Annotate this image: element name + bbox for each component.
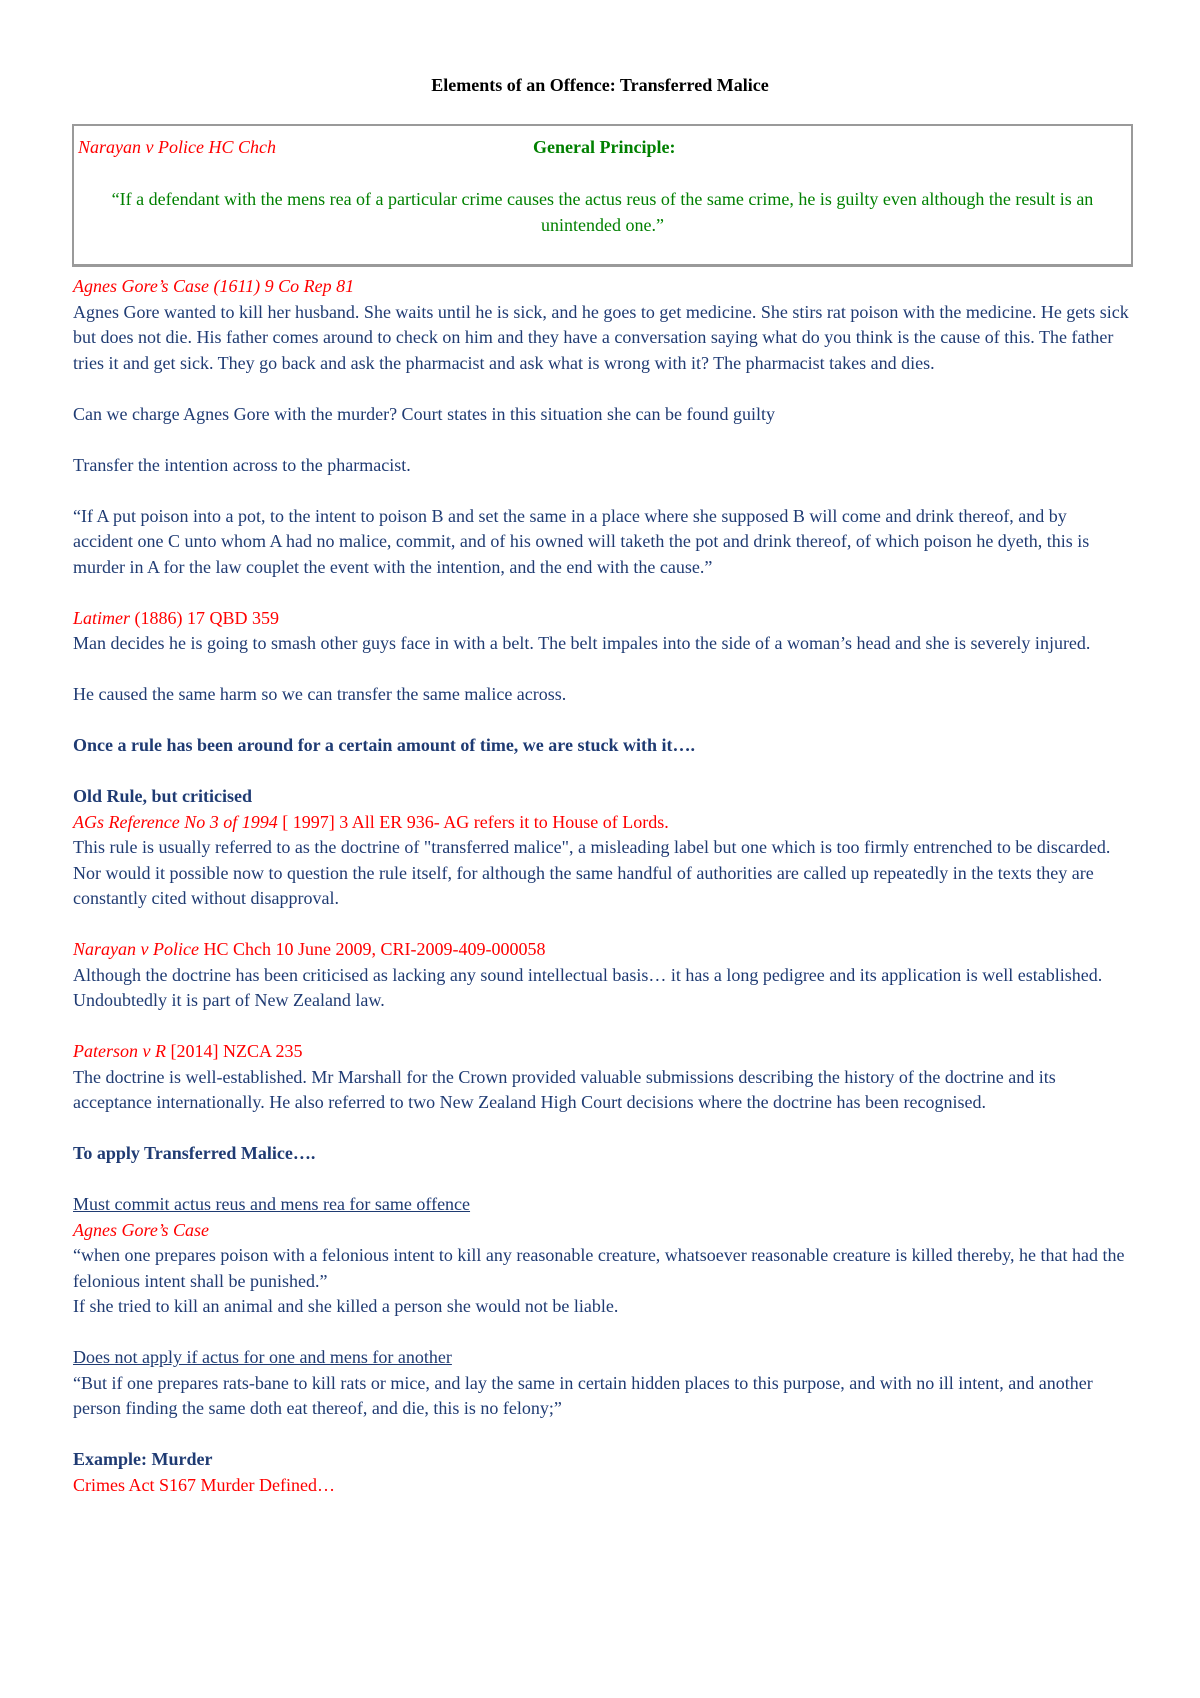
- example-heading: Example: Murder: [73, 1449, 213, 1469]
- ags-reference-details: [ 1997] 3 All ER 936- AG refers it to House of Lords.: [277, 811, 669, 832]
- old-rule-heading: Old Rule, but criticised: [73, 786, 252, 806]
- general-principle-box: [72, 124, 1133, 267]
- narayan-citation: [73, 937, 1131, 963]
- box-case-citation: Narayan v Police HC Chch: [78, 137, 276, 157]
- latimer-name: Latimer: [73, 607, 131, 628]
- box-principle-quote: “If a defendant with the mens rea of a particular crime causes the actus reus of the same crime, he is guilty even although the result is an unintended one.”: [111, 189, 1094, 235]
- ags-reference-citation: [73, 810, 1131, 836]
- agnes-facts: Agnes Gore wanted to kill her husband. She waits until he is sick, and he goes to get medicine. She stirs rat poison with the medicine. He gets sick but does not die. His father comes around to check on him and they have a conversation saying what do you think is the cause of this. The father tries it and get sick. They go back and ask the pharmacist and ask what is wrong with it? The pharmacist takes and dies.: [73, 301, 1129, 373]
- agnes-citation: Agnes Gore’s Case (1611) 9 Co Rep 81: [73, 276, 355, 296]
- narayan-text: Although the doctrine has been criticised as lacking any sound intellectual basis… it has a long pedigree and its application is well established. Undoubtedly it is part of New Zealand law.: [73, 964, 1103, 1010]
- rule-same-offence: Must commit actus reus and mens rea for same offence: [73, 1194, 471, 1214]
- box-heading: General Principle:: [533, 137, 676, 157]
- ags-reference-case: AGs Reference No 3 of 1994: [73, 811, 278, 832]
- paterson-details: [2014] NZCA 235: [165, 1041, 303, 1061]
- rule-different-offence-quote: “But if one prepares rats-bane to kill rats or mice, and lay the same in certain hidden places to this purpose, and with no ill intent, and another person finding the same doth eat thereof, and die, this is no felony;”: [73, 1372, 1093, 1418]
- narayan-case: Narayan v Police: [73, 939, 199, 959]
- latimer-conclusion: He caused the same harm so we can transfer the same malice across.: [73, 684, 567, 704]
- stuck-with-rule-heading: Once a rule has been around for a certain amount of time, we are stuck with it….: [73, 735, 695, 755]
- document-title: Elements of an Offence: Transferred Malice: [431, 75, 769, 95]
- latimer-reference: (1886) 17 QBD 359: [130, 607, 280, 628]
- agnes-transfer: Transfer the intention across to the pharmacist.: [73, 454, 411, 475]
- latimer-facts: Man decides he is going to smash other guys face in with a belt. The belt impales into the side of a woman’s head and she is severely injured.: [73, 633, 1091, 653]
- rule-same-offence-quote: “when one prepares poison with a felonious intent to kill any reasonable creature, whatsoever reasonable creature is killed thereby, he that had the felonious intent shall be punished.”: [73, 1245, 1125, 1291]
- ags-reference-text: This rule is usually referred to as the doctrine of "transferred malice", a misleading label but one which is too firmly entrenched to be discarded. Nor would it possible now to question the rule itself, for although the same handful of authorities are called up repeatedly in the texts they are constantly cited without disapproval.: [73, 837, 1111, 908]
- rule-same-offence-case: Agnes Gore’s Case: [73, 1219, 209, 1240]
- paterson-text: The doctrine is well-established. Mr Marshall for the Crown provided valuable submissions describing the history of the doctrine and its acceptance internationally. He also referred to two New Zealand High Court decisions where the doctrine has been recognised.: [73, 1066, 1056, 1112]
- paterson-citation: [73, 1039, 1131, 1065]
- apply-heading: To apply Transferred Malice….: [73, 1143, 316, 1163]
- rule-same-offence-note: If she tried to kill an animal and she killed a person she would not be liable.: [73, 1296, 619, 1316]
- agnes-question: Can we charge Agnes Gore with the murder? Court states in this situation she can be found guilty: [73, 403, 776, 424]
- latimer-citation: [73, 606, 1131, 632]
- narayan-details: HC Chch 10 June 2009, CRI-2009-409-000058: [198, 939, 546, 959]
- paterson-case: Paterson v R: [73, 1041, 166, 1061]
- rule-different-offence: Does not apply if actus for one and mens for another: [73, 1347, 452, 1367]
- agnes-quote: “If A put poison into a pot, to the intent to poison B and set the same in a place where she supposed B will come and drink thereof, and by accident one C unto whom A had no malice, commit, and of his owned will taketh the pot and drink thereof, of which poison he dyeth, this is murder in A for the law couplet the event with the intention, and the end with the cause.”: [73, 505, 1090, 577]
- example-text: Crimes Act S167 Murder Defined…: [73, 1474, 335, 1495]
- document-body: [73, 274, 1131, 1498]
